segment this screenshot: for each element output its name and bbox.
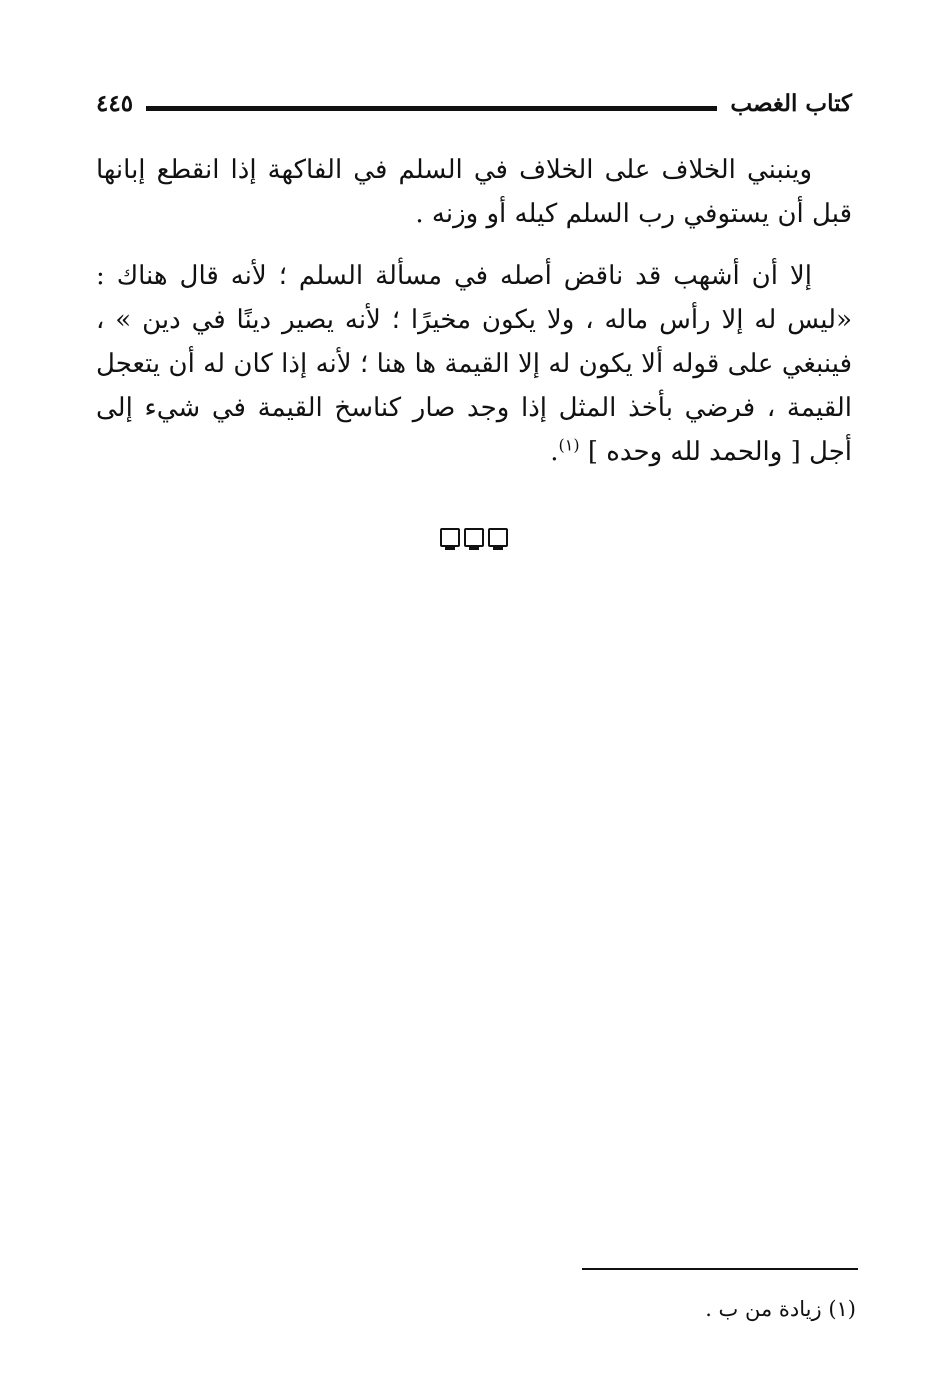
footnote-1: (١) زيادة من ب . <box>705 1297 856 1321</box>
paragraph-2-closing: . <box>550 437 559 467</box>
header-rule <box>146 106 717 111</box>
footnotes <box>96 1293 856 1325</box>
paragraph-1: وينبني الخلاف على الخلاف في السلم في الفاكهة إذا انقطع إبانها قبل أن يستوفي رب السلم كيله أو وزنه . <box>96 155 852 229</box>
paragraph-2 <box>96 254 852 474</box>
footnote-separator <box>582 1268 858 1270</box>
ornament-glyph <box>488 528 508 547</box>
ornament-glyph <box>440 528 460 547</box>
chapter-title: كتاب الغصب <box>730 90 852 117</box>
main-text <box>96 148 852 474</box>
running-header <box>96 86 852 126</box>
section-end-ornament <box>440 528 508 547</box>
paragraph-2-text: إلا أن أشهب قد ناقض أصله في مسألة السلم ؛ لأنه قال هناك : «ليس له إلا رأس ماله ، ولا يكون مخيرًا ؛ لأنه يصير دينًا في دين » ، فينبغي على قوله ألا يكون له إلا القيمة ها هنا ؛ لأنه إذا كان له أن يتعجل القيمة ، فرضي بأخذ المثل إذا وجد صار كناسخ القيمة في شيء إلى أجل [ والحمد لله وحده ] <box>96 261 852 467</box>
ornament-glyph <box>464 528 484 547</box>
page-number: ٤٤٥ <box>96 90 134 117</box>
footnote-reference: (١) <box>558 435 580 455</box>
